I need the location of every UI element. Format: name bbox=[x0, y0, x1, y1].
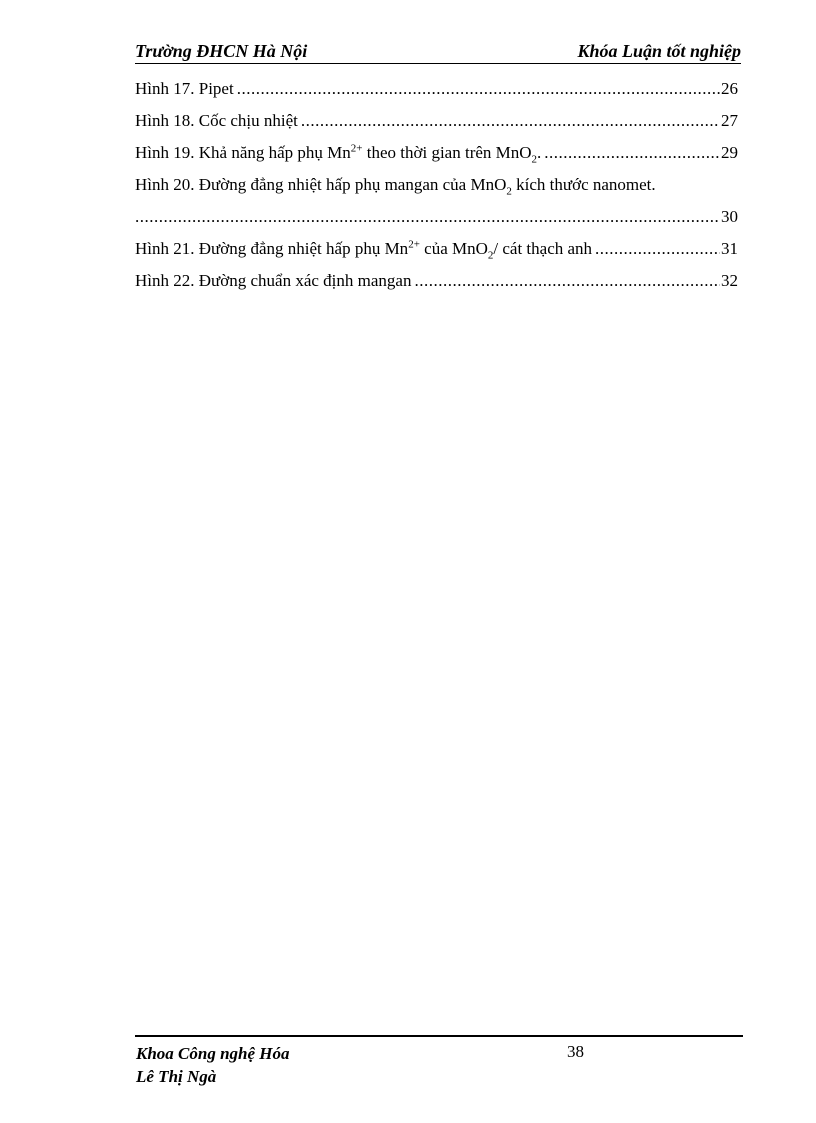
subscript: 2 bbox=[531, 153, 538, 166]
toc-entry-hinh-21[interactable] bbox=[135, 233, 738, 265]
toc-entry-title: Hình 22. Đường chuẩn xác định mangan bbox=[135, 271, 412, 290]
footer-info bbox=[136, 1042, 290, 1088]
page-number: 38 bbox=[567, 1042, 584, 1061]
toc-entry-page: 27 bbox=[721, 111, 738, 130]
superscript: 2+ bbox=[408, 238, 420, 251]
toc-entry-title: Hình 18. Cốc chịu nhiệt bbox=[135, 111, 298, 130]
toc-leader-dots bbox=[595, 233, 720, 265]
toc-entry-title: Hình 17. Pipet bbox=[135, 79, 234, 98]
footer-faculty: Khoa Công nghệ Hóa bbox=[136, 1044, 290, 1063]
toc-entry-title bbox=[135, 137, 544, 169]
toc-entry-page: 26 bbox=[721, 79, 738, 98]
toc-entry-hinh-17[interactable] bbox=[135, 73, 738, 105]
toc-entry-page: 29 bbox=[721, 143, 738, 162]
toc-entry-title-part: / cát thạch anh bbox=[493, 239, 593, 258]
toc-entry-title-part: kích thước nanomet. bbox=[511, 175, 656, 194]
toc-entry-title-part: . bbox=[537, 143, 542, 162]
header-document-type: Khóa Luận tốt nghiệp bbox=[577, 41, 741, 61]
figure-list bbox=[135, 73, 738, 297]
subscript: 2 bbox=[487, 249, 494, 262]
header-school-name: Trường ĐHCN Hà Nội bbox=[135, 41, 308, 61]
toc-entry-page: 31 bbox=[721, 239, 738, 258]
toc-leader-dots bbox=[414, 265, 720, 297]
toc-entry-hinh-22[interactable] bbox=[135, 265, 738, 297]
toc-entry-title-part: Hình 19. Khả năng hấp phụ Mn bbox=[135, 143, 351, 162]
toc-leader-dots bbox=[544, 137, 720, 169]
toc-leader-dots bbox=[237, 73, 720, 105]
toc-entry-hinh-19[interactable] bbox=[135, 137, 738, 169]
footer-author: Lê Thị Ngà bbox=[136, 1067, 217, 1086]
toc-leader-dots bbox=[301, 105, 720, 137]
toc-entry-page: 30 bbox=[721, 207, 738, 226]
subscript: 2 bbox=[506, 185, 512, 198]
toc-entry-hinh-20-continuation[interactable] bbox=[135, 201, 738, 233]
footer-divider bbox=[135, 1035, 743, 1037]
toc-entry-title-part: theo thời gian trên MnO bbox=[362, 143, 532, 162]
toc-entry-title-part: Hình 20. Đường đẳng nhiệt hấp phụ mangan của MnO bbox=[135, 175, 507, 194]
page-header bbox=[135, 39, 741, 64]
toc-entry-page: 32 bbox=[721, 271, 738, 290]
toc-entry-title-part: Hình 21. Đường đẳng nhiệt hấp phụ Mn bbox=[135, 239, 409, 258]
toc-entry-title-part: của MnO bbox=[419, 239, 488, 258]
toc-leader-dots bbox=[135, 201, 720, 233]
toc-entry-hinh-18[interactable] bbox=[135, 105, 738, 137]
toc-entry-title bbox=[135, 233, 595, 265]
superscript: 2+ bbox=[350, 142, 363, 155]
toc-entry-hinh-20[interactable] bbox=[135, 169, 738, 201]
